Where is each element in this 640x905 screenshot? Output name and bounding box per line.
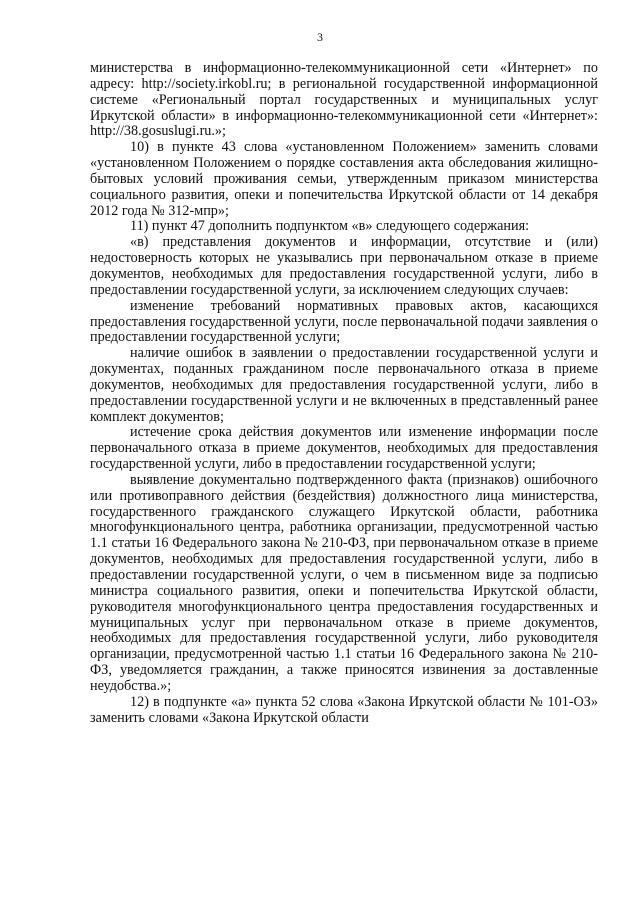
paragraph-exception-4: выявление документально подтвержденного факта (признаков) ошибочного или противоправного действия (бездействия) должностного лица министерства, государственного гражданского служащего Иркутской области, работника многофункционального центра, работника организации, предусмотренной частью 1.1 статьи 16 Федерального закона № 210-ФЗ, при первоначальном отказе в приеме документов, необходимых для предоставления государственной услуги, либо в предоставлении государственной услуги, о чем в письменном виде за подписью министра социального развития, опеки и попечительства Иркутской области, руководителя многофункционального центра предоставления государственных и муниципальных услуг при первоначальном отказе в приеме документов, необходимых для предоставления государственной услуги, либо руководителя организации, предусмотренной частью 1.1 статьи 16 Федерального закона № 210-ФЗ, уведомляется гражданин, а также приносятся извинения за доставленные неудобства.»; xyxy=(90,471,598,694)
paragraph-exception-3: истечение срока действия документов или изменение информации после первоначального отказа в приеме документов, необходимых для предоставления государственной услуги, либо в предоставлении государственной услуги; xyxy=(90,424,598,473)
paragraph-exception-2: наличие ошибок в заявлении о предоставлении государственной услуги и документах, поданных гражданином после первоначального отказа в приеме документов, необходимых для предоставления государственной услуги, либо в предоставлении государственной услуги и не включенных в представленный ранее комплект документов; xyxy=(90,345,598,425)
paragraph-item-12: 12) в подпункте «а» пункта 52 слова «Закона Иркутской области № 101-ОЗ» заменить словами «Закона Иркутской области xyxy=(90,693,598,726)
paragraph-subitem-v: «в) представления документов и информации, отсутствие и (или) недостоверность которых не указывались при первоначальном отказе в приеме документов, необходимых для предоставления государственной услуги, либо в предоставлении государственной услуги, за исключением следующих случаев: xyxy=(90,234,598,298)
paragraph-exception-1: изменение требований нормативных правовых актов, касающихся предоставления государственной услуги, после первоначальной подачи заявления о предоставлении государственной услуги; xyxy=(90,297,598,346)
page-number: 3 xyxy=(317,30,323,44)
paragraph-continuation: министерства в информационно-телекоммуникационной сети «Интернет» по адресу: http://society.irkobl.ru; в региональной государственной информационной системе «Региональный портал государственных и муниципальных услуг Иркутской области» в информационно-телекоммуникационной сети «Интернет»: http://38.gosuslugi.ru.»; xyxy=(90,60,598,140)
paragraph-item-11: 11) пункт 47 дополнить подпунктом «в» следующего содержания: xyxy=(130,218,530,235)
paragraph-item-10: 10) в пункте 43 слова «установленном Положением» заменить словами «установленном Положением о порядке составления акта обследования жилищно-бытовых условий проживания семьи, утвержденным приказом министерства социального развития, опеки и попечительства Иркутской области от 14 декабря 2012 года № 312-мпр»; xyxy=(90,139,598,219)
document-body xyxy=(90,61,598,726)
